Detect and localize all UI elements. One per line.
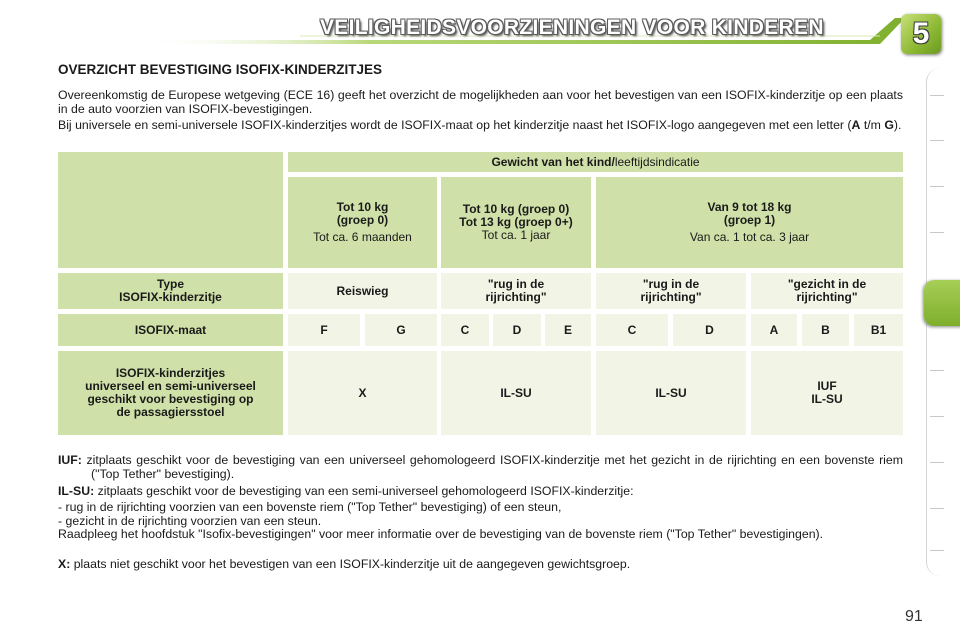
type-cell: Reiswieg bbox=[288, 273, 437, 309]
section-title: OVERZICHT BEVESTIGING ISOFIX-KINDERZITJES bbox=[58, 62, 383, 77]
side-tab-divider bbox=[930, 140, 944, 141]
size-cell: C bbox=[441, 314, 489, 346]
size-cell: C bbox=[596, 314, 668, 346]
side-tab-divider bbox=[930, 232, 944, 233]
chapter-badge bbox=[901, 14, 941, 54]
note-iuf: IUF: zitplaats geschikt voor de bevestiging van een universeel gehomologeerd ISOFIX-kinderzitje met het gezicht in de rijrichting en een bovenste riem ("Top Tether" bevestiging). bbox=[58, 453, 903, 481]
size-cell: B bbox=[802, 314, 849, 346]
type-cell: "rug in de rijrichting" bbox=[441, 273, 591, 309]
size-cell: A bbox=[751, 314, 797, 346]
side-tab-chapter-5[interactable] bbox=[924, 280, 960, 326]
row-label-passenger-seat: ISOFIX-kinderzitjes universeel en semi-universeel geschikt voor bevestiging op de passagiersstoel bbox=[58, 351, 283, 435]
seat-cell: IL-SU bbox=[596, 351, 746, 435]
seat-cell: IL-SU bbox=[441, 351, 591, 435]
row-label-type: Type ISOFIX-kinderzitje bbox=[58, 273, 283, 309]
type-cell: "rug in de rijrichting" bbox=[596, 273, 746, 309]
note-bullet-2: - gezicht in de rijrichting voorzien van een steun. bbox=[58, 514, 322, 528]
side-tab-divider bbox=[930, 550, 944, 551]
page-number: 91 bbox=[905, 608, 923, 625]
page-title: VEILIGHEIDSVOORZIENINGEN VOOR KINDEREN bbox=[320, 16, 824, 39]
table-corner-cell bbox=[58, 152, 283, 268]
size-cell: E bbox=[545, 314, 591, 346]
seat-cell: X bbox=[288, 351, 437, 435]
side-tab-divider bbox=[930, 370, 944, 371]
size-cell: G bbox=[365, 314, 437, 346]
table-header-weight: Gewicht van het kind/ leeftijdsindicatie bbox=[288, 152, 903, 172]
weight-group-1: Van 9 tot 18 kg (groep 1) Van ca. 1 tot ca. 3 jaar bbox=[596, 177, 903, 268]
size-cell: B1 bbox=[854, 314, 903, 346]
size-cell: D bbox=[493, 314, 541, 346]
side-tab-divider bbox=[930, 416, 944, 417]
intro-paragraph-2: Bij universele en semi-universele ISOFIX-kinderzitjes wordt de ISOFIX-maat op het kinderzitje naast het ISOFIX-logo aangegeven met een letter (A t/m G). bbox=[58, 118, 902, 132]
note-bullet-1: - rug in de rijrichting voorzien van een bovenste riem ("Top Tether" bevestiging) of een steun, bbox=[58, 500, 562, 514]
weight-group-0: Tot 10 kg (groep 0) Tot ca. 6 maanden bbox=[288, 177, 437, 268]
note-il-su: IL-SU: zitplaats geschikt voor de bevestiging van een semi-universeel gehomologeerd ISOFIX-kinderzitje: bbox=[58, 484, 634, 498]
note-x: X: plaats niet geschikt voor het bevestigen van een ISOFIX-kinderzitje uit de aangegeven gewichtsgroep. bbox=[58, 557, 631, 571]
size-cell: F bbox=[288, 314, 360, 346]
intro-paragraph-1: Overeenkomstig de Europese wetgeving (ECE 16) geeft het overzicht de mogelijkheden aan voor het bevestigen van een ISOFIX-kinderzitje op een plaats in de auto voorzien van ISOFIX-bevestigingen. bbox=[58, 88, 903, 116]
side-tab-divider bbox=[930, 462, 944, 463]
side-tab-divider bbox=[930, 95, 944, 96]
type-cell: "gezicht in de rijrichting" bbox=[751, 273, 903, 309]
chapter-number: 5 bbox=[912, 17, 930, 50]
side-tab-divider bbox=[930, 186, 944, 187]
size-cell: D bbox=[673, 314, 746, 346]
note-reference: Raadpleeg het hoofdstuk "Isofix-bevestigingen" voor meer informatie over de bevestiging van de bovenste riem ("Top Tether" bevestigingen). bbox=[58, 527, 824, 541]
seat-cell: IUF IL-SU bbox=[751, 351, 903, 435]
row-label-size: ISOFIX-maat bbox=[58, 314, 283, 346]
side-tab-divider bbox=[930, 508, 944, 509]
weight-group-0plus: Tot 10 kg (groep 0) Tot 13 kg (groep 0+) Tot ca. 1 jaar bbox=[441, 177, 591, 268]
